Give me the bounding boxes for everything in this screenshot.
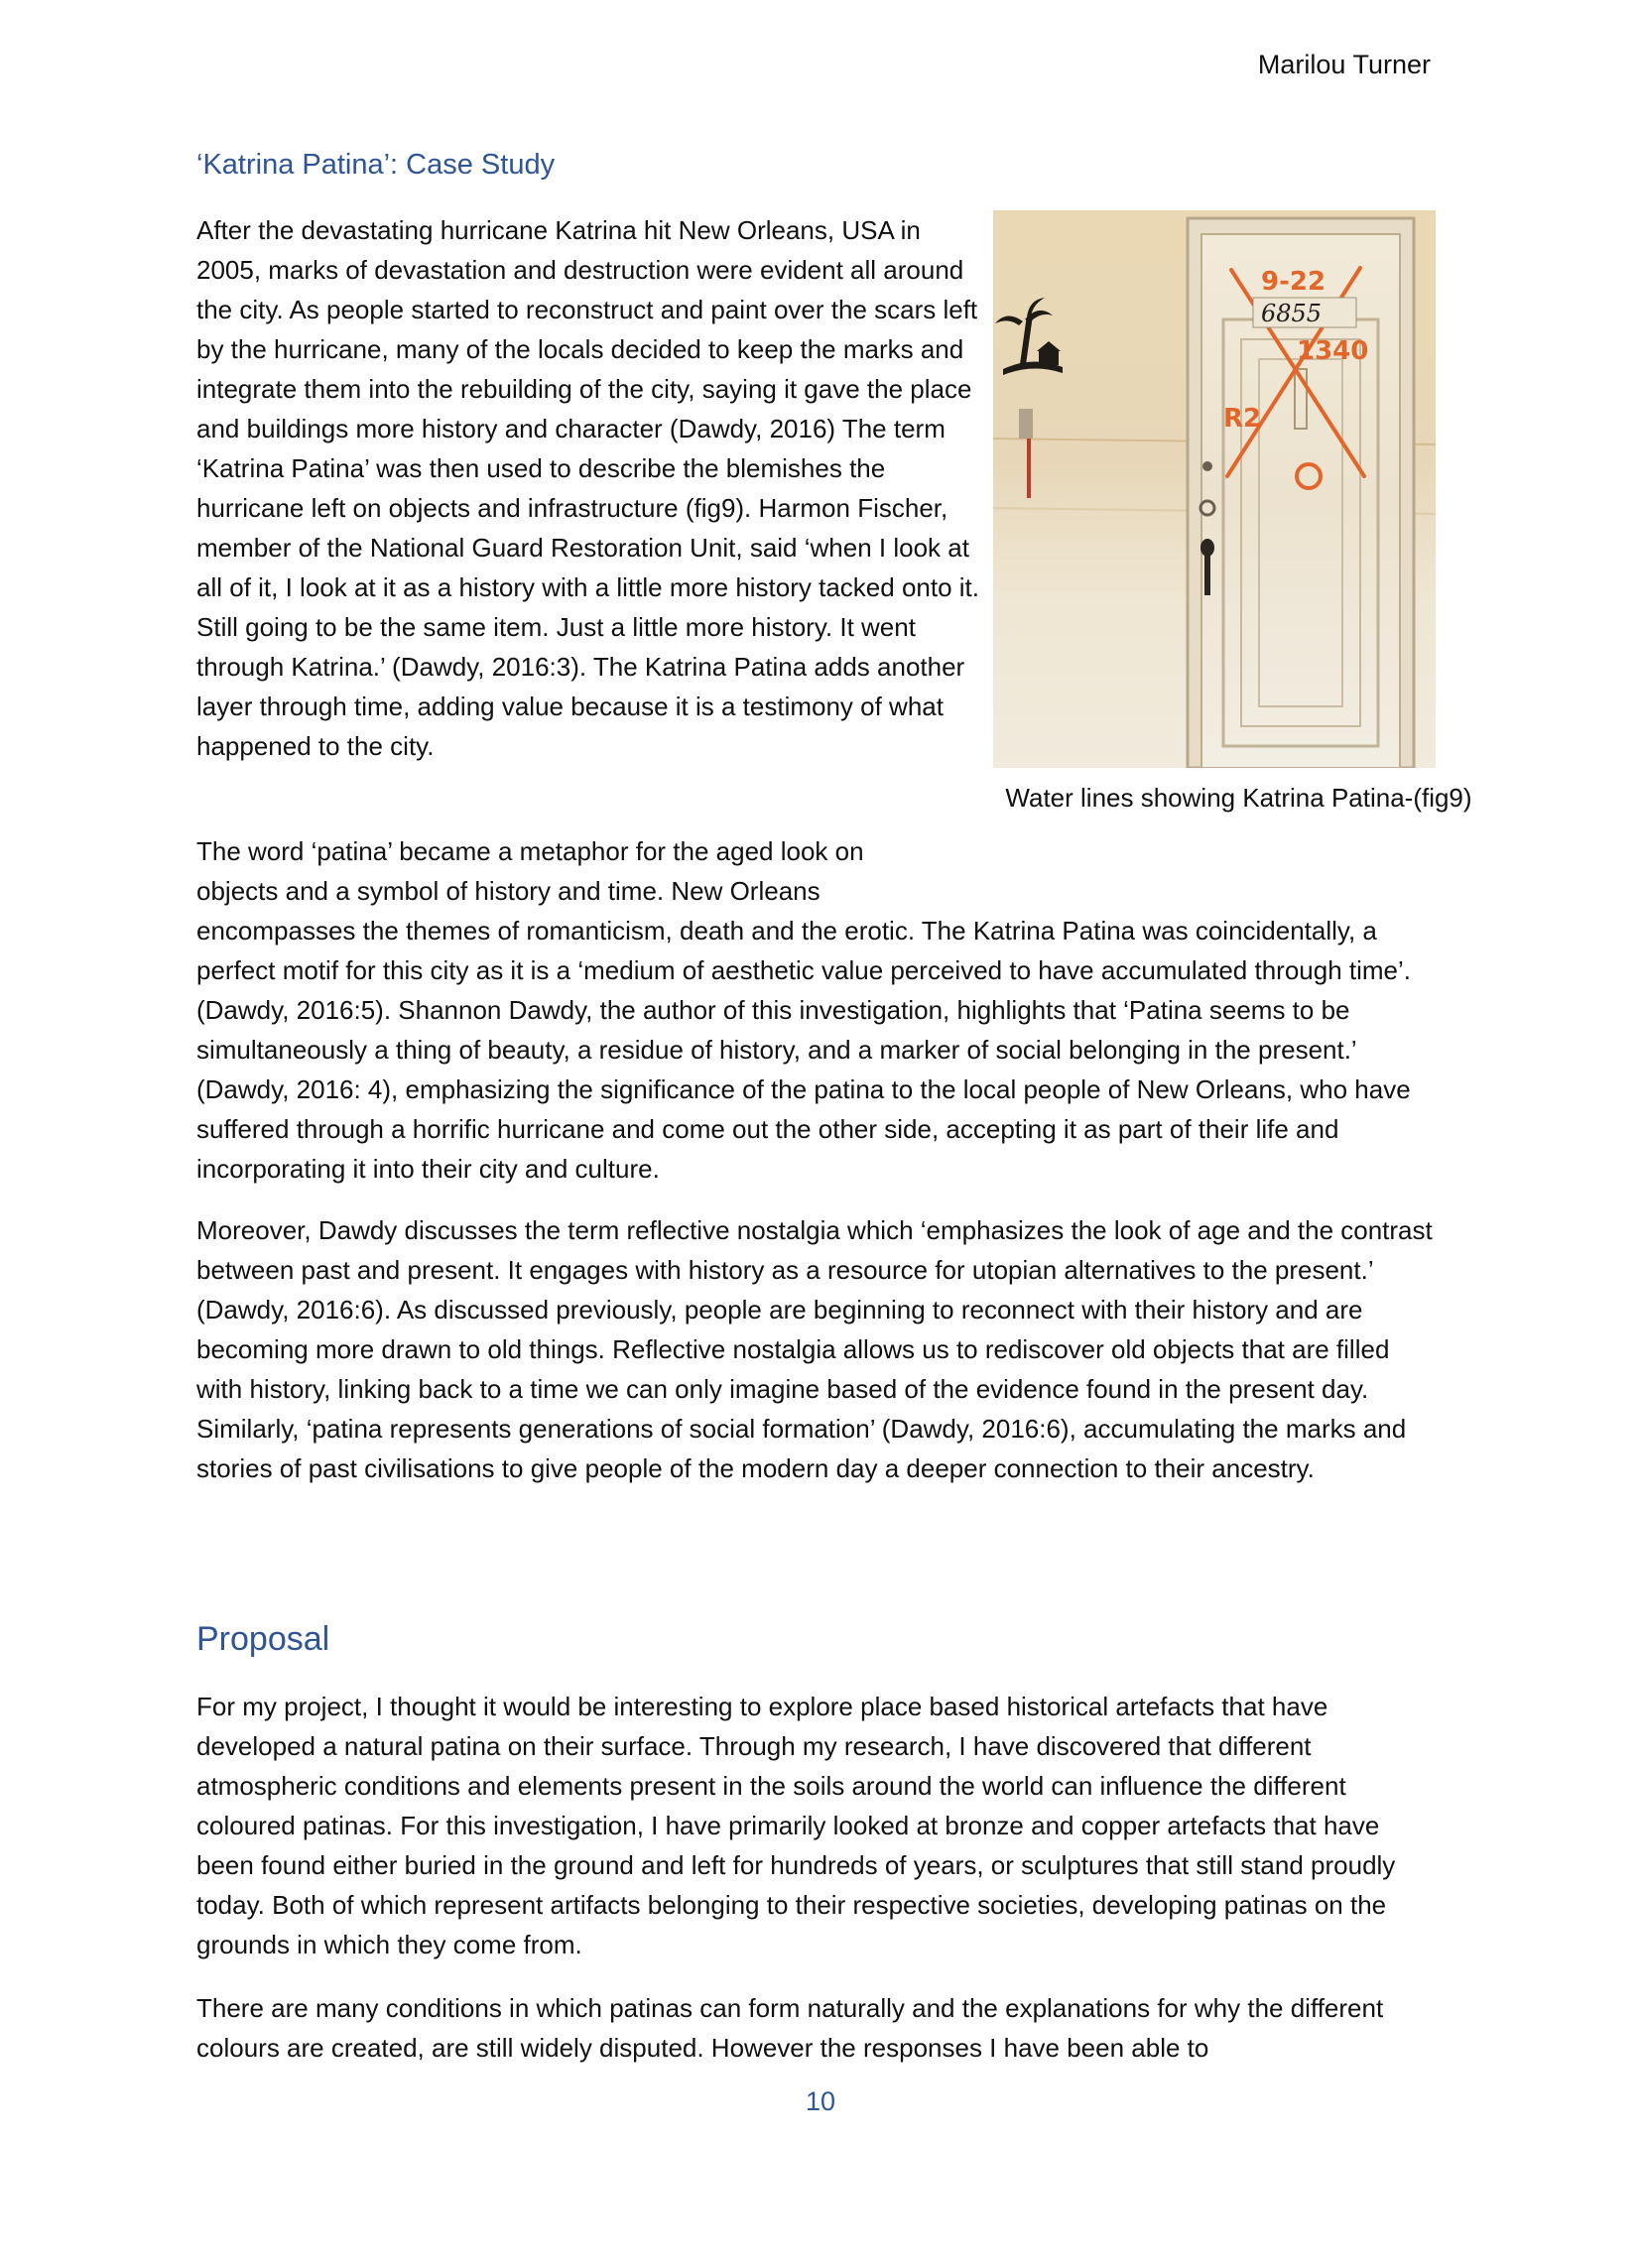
paragraph-2-full-lines: encompasses the themes of romanticism, death and the erotic. The Katrina Patina was coincidentally, a perfect motif for this city as it is a ‘medium of aesthetic value perceived to have accumulated through time’. (Dawdy, 2016:5). Shannon Dawdy, the author of this investigation, highlights that ‘Patina seems to be simultaneously a thing of beauty, a residue of history, and a marker of social belonging in the present.’ (Dawdy, 2016: 4), emphasizing the significance of the patina to the local people of New Orleans, who have suffered through a horrific hurricane and come out the other side, accepting it as part of their life and incorporating it into their city and culture. bbox=[196, 916, 1412, 1184]
case-study-paragraph-3: Moreover, Dawdy discusses the term reflective nostalgia which ‘emphasizes the look of age and the contrast between past and present. It engages with history as a resource for utopian alternatives to the present.’ (Dawdy, 2016:6). As discussed previously, people are beginning to reconnect with their history and are becoming more drawn to old things. Reflective nostalgia allows us to rediscover old objects that are filled with history, linking back to a time we can only imagine based of the evidence found in the present day. Similarly, ‘patina represents generations of social formation’ (Dawdy, 2016:6), accumulating the marks and stories of past civilisations to give people of the modern day a deeper connection to their ancestry. bbox=[196, 1215, 1433, 1483]
marking-top: 9-22 bbox=[1261, 267, 1326, 297]
katrina-door-illustration bbox=[993, 210, 1436, 768]
figure-caption: Water lines showing Katrina Patina-(fig9) bbox=[1005, 783, 1472, 813]
proposal-heading: Proposal bbox=[196, 1620, 330, 1658]
proposal-paragraph-1: For my project, I thought it would be interesting to explore place based historical artefacts that have developed a natural patina on their surface. Through my research, I have discovered that different atmospheric conditions and elements present in the soils around the world can influence the different coloured patinas. For this investigation, I have primarily looked at bronze and copper artefacts that have been found either buried in the ground and left for hundreds of years, or sculptures that still stand proudly today. Both of which represent artifacts belonging to their respective societies, developing patinas on the grounds in which they come from. bbox=[196, 1692, 1396, 1959]
case-study-heading: ‘Katrina Patina’: Case Study bbox=[196, 149, 556, 181]
door-number: 6855 bbox=[1261, 300, 1323, 327]
marking-left: R2 bbox=[1223, 404, 1262, 434]
katrina-door-photo bbox=[993, 210, 1436, 768]
page-number: 10 bbox=[805, 2086, 836, 2116]
author-header: Marilou Turner bbox=[1257, 50, 1431, 79]
case-study-paragraph-1: After the devastating hurricane Katrina hit New Orleans, USA in 2005, marks of devastation and destruction were evident all around the city. As people started to reconstruct and paint over the scars left by the hurricane, many of the locals decided to keep the marks and integrate them into the rebuilding of the city, saying it gave the place and buildings more history and character (Dawdy, 2016) The term ‘Katrina Patina’ was then used to describe the blemishes the hurricane left on objects and infrastructure (fig9). Harmon Fischer, member of the National Guard Restoration Unit, said ‘when I look at all of it, I look at it as a history with a little more history tacked onto it. Still going to be the same item. Just a little more history. It went through Katrina.’ (Dawdy, 2016:3). The Katrina Patina adds another layer through time, adding value because it is a testimony of what happened to the city. bbox=[196, 215, 980, 761]
paragraph-2-wrapped-lines: The word ‘patina’ became a metaphor for the aged look on objects and a symbol of history and time. New Orleans bbox=[196, 836, 864, 906]
marking-number: 1340 bbox=[1297, 336, 1369, 366]
proposal-paragraph-2: There are many conditions in which patinas can form naturally and the explanations for why the different colours are created, are still widely disputed. However the responses I have been able to bbox=[196, 1993, 1384, 2063]
case-study-paragraph-2 bbox=[196, 831, 1437, 1189]
